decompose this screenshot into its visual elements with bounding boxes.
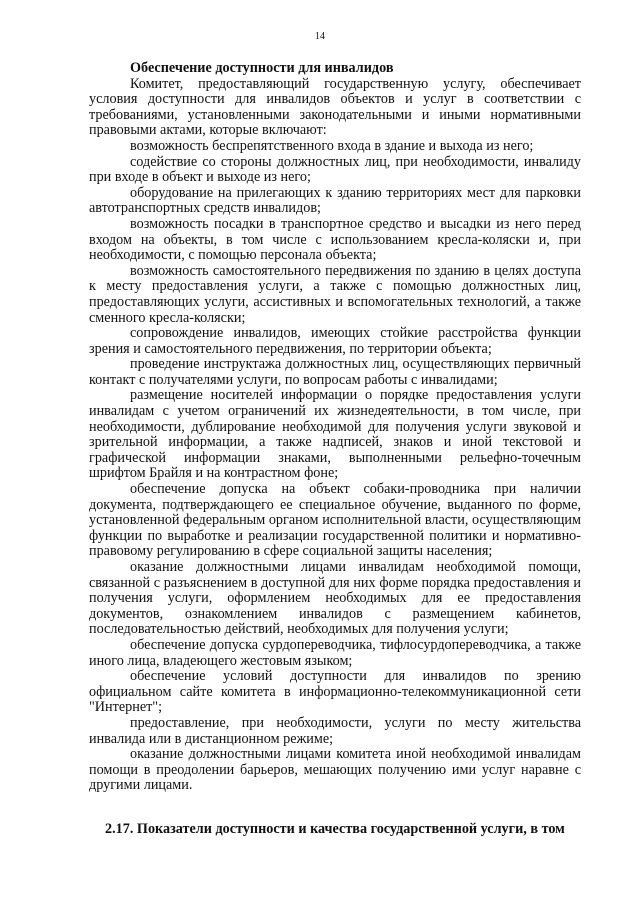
list-item: размещение носителей информации о порядке предоставления услуги инвалидам с учетом ограничений их жизнедеятельности, в том числе, при необходимости, дублирование необходимой для получения услуги звуковой и зрительной информации, а также надписей, знаков и иной текстовой и графической информации знаками, выполненными рельефно-точечным шрифтом Брайля и на контрастном фоне;	[89, 387, 581, 482]
list-item: возможность самостоятельного передвижения по зданию в целях доступа к месту предоставления услуги, а также с помощью должностных лиц, предоставляющих услуги, ассистивных и вспомогательных технологий, а также сменного кресла-коляски;	[89, 262, 581, 326]
list-item: содействие со стороны должностных лиц, при необходимости, инвалиду при входе в объект и выходе из него;	[89, 153, 581, 186]
list-item: сопровождение инвалидов, имеющих стойкие расстройства функции зрения и самостоятельного передвижения, по территории объекта;	[89, 325, 581, 357]
list-item: обеспечение допуска сурдопереводчика, тифлосурдопереводчика, а также иного лица, владеющего жестовым языком;	[89, 636, 581, 669]
next-section-heading: 2.17. Показатели доступности и качества государственной услуги, в том	[105, 821, 565, 837]
document-body	[89, 61, 581, 794]
list-item: оказание должностными лицами инвалидам необходимой помощи, связанной с разъяснением в доступной для них форме порядка предоставления и получения услуги, оформлением необходимых для ее предоставления документов, ознакомлением инвалидов с размещением кабинетов, последовательностью действий, необходимых для получения услуги;	[89, 559, 581, 638]
list-item: предоставление, при необходимости, услуги по месту жительства инвалида или в дистанционном режиме;	[89, 714, 581, 747]
list-item: обеспечение допуска на объект собаки-проводника при наличии документа, подтверждающего ее специальное обучение, выданного по форме, установленной федеральным органом исполнительной власти, осуществляющим функции по выработке и реализации государственной политики и нормативно-правовому регулированию в сфере социальной защиты населения;	[89, 481, 581, 560]
list-item: возможность посадки в транспортное средство и высадки из него перед входом на объекты, в том числе с использованием кресла-коляски и, при необходимости, с помощью персонала объекта;	[89, 215, 581, 264]
intro-paragraph: Комитет, предоставляющий государственную услугу, обеспечивает условия доступности для инвалидов объектов и услуг в соответствии с требованиями, установленными законодательными и иными нормативными правовыми актами, которые включают:	[89, 75, 581, 139]
list-item: оказание должностными лицами комитета иной необходимой инвалидам помощи в преодолении барьеров, мешающих получению ими услуг наравне с другими лицами.	[89, 746, 581, 794]
list-item: оборудование на прилегающих к зданию территориях мест для парковки автотранспортных средств инвалидов;	[89, 184, 581, 217]
list-item: возможность беспрепятственного входа в здание и выхода из него;	[130, 137, 534, 154]
section-title: Обеспечение доступности для инвалидов	[130, 60, 394, 76]
list-item: проведение инструктажа должностных лиц, осуществляющих первичный контакт с получателями услуги, по вопросам работы с инвалидами;	[89, 356, 581, 388]
page-number: 14	[315, 31, 325, 42]
list-item: обеспечение условий доступности для инвалидов по зрению официальном сайте комитета в информационно-телекоммуникационной сети "Интернет";	[89, 668, 581, 716]
